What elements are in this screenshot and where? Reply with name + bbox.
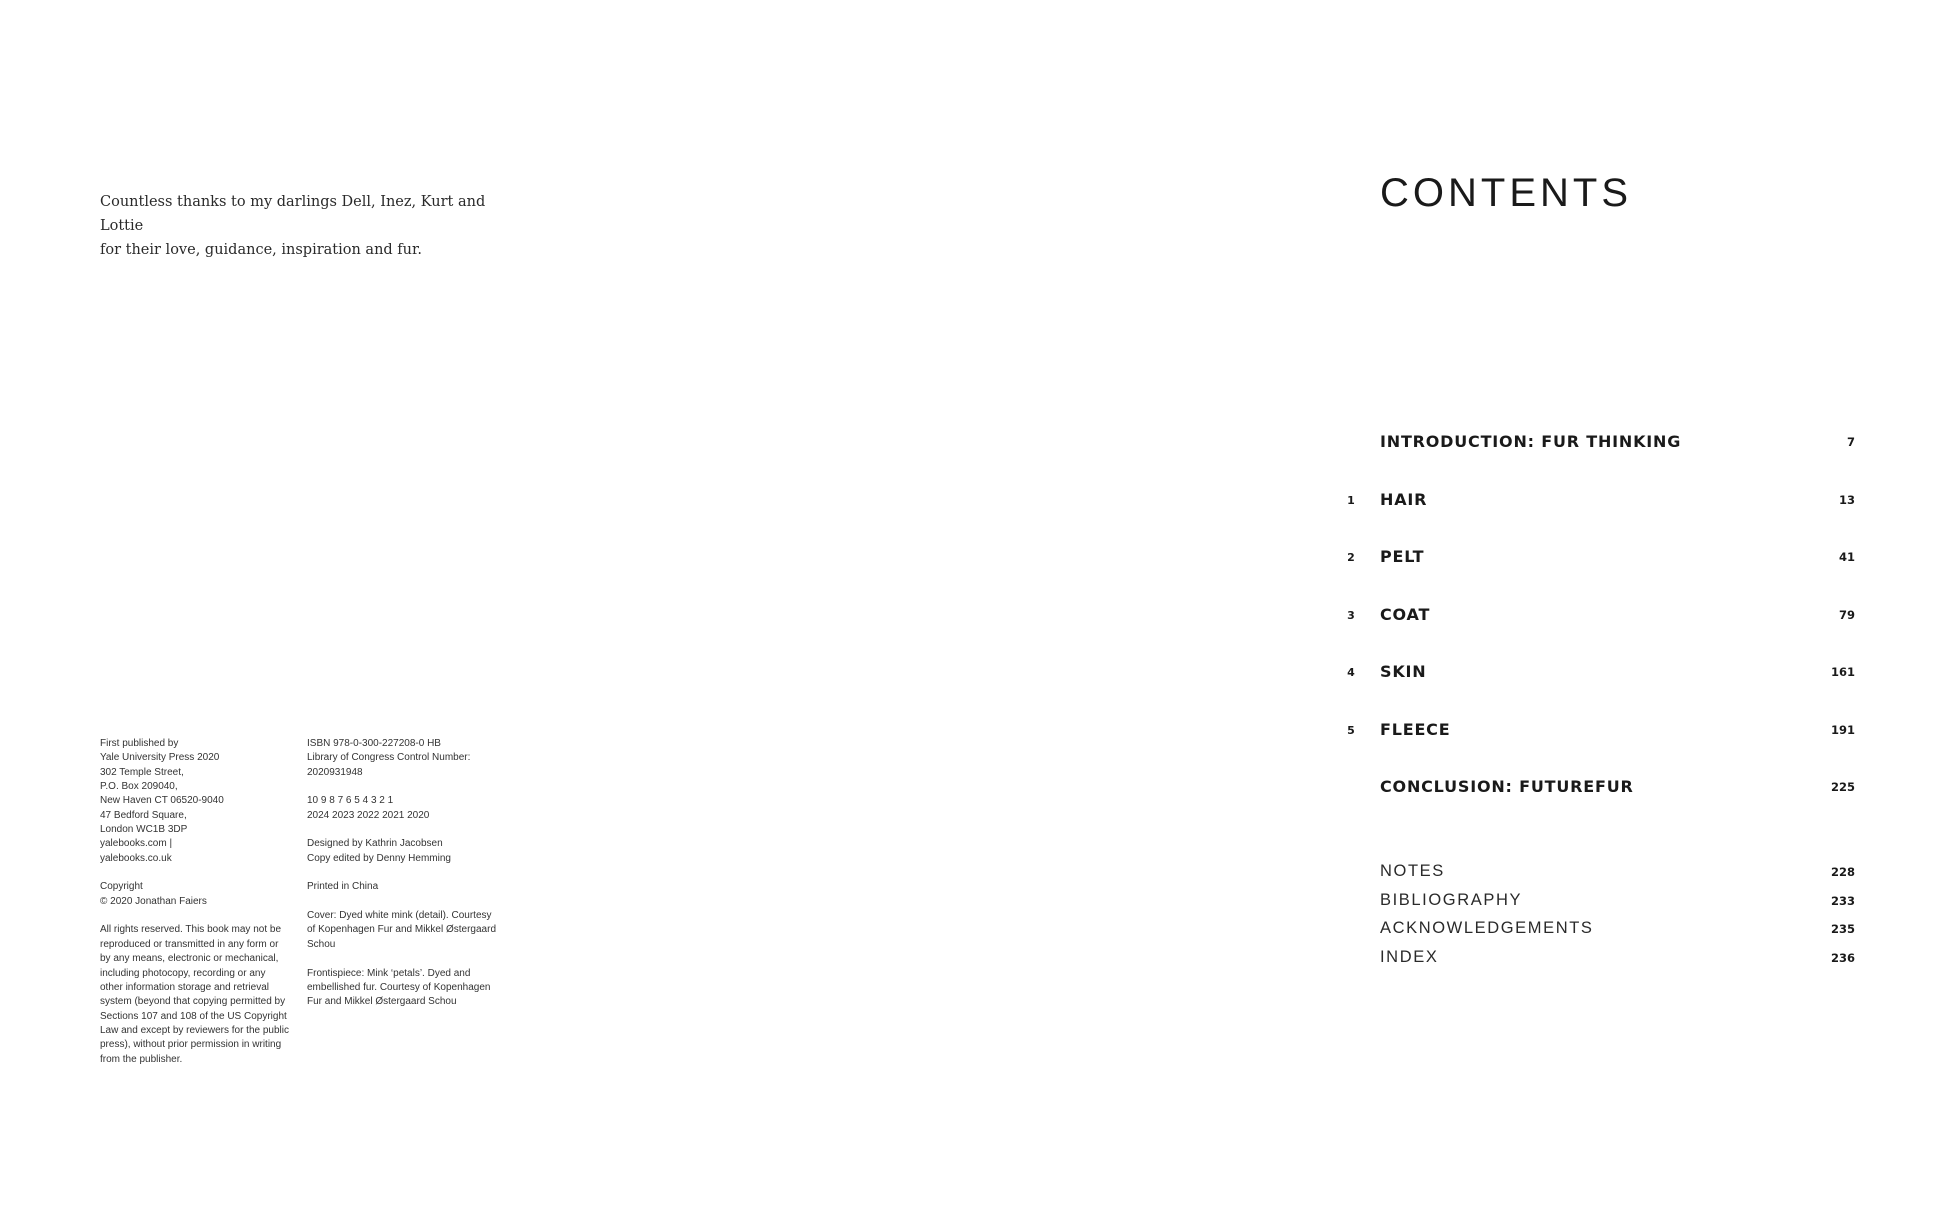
imprint-line: © 2020 Jonathan Faiers xyxy=(100,895,207,907)
backmatter-title: ACKNOWLEDGEMENTS xyxy=(1380,919,1594,938)
imprint-spacer xyxy=(100,909,290,923)
imprint-line: Designed by Kathrin Jacobsen xyxy=(307,838,443,850)
imprint-line: embellished fur. Courtesy of Kopenhagen xyxy=(307,981,491,993)
chapter-title: PELT xyxy=(1380,547,1425,566)
backmatter-title: INDEX xyxy=(1380,948,1439,967)
chapter-title: SKIN xyxy=(1380,662,1427,681)
imprint-line: Library of Congress Control Number: xyxy=(307,752,471,764)
backmatter-page-number: 228 xyxy=(1830,865,1855,879)
imprint-line: Cover: Dyed white mink (detail). Courtesy xyxy=(307,910,492,922)
imprint-line: ISBN 978-0-300-227208-0 HB xyxy=(307,738,441,749)
imprint-line: reproduced or transmitted in any form or xyxy=(100,938,279,950)
imprint-line: other information storage and retrieval xyxy=(100,981,269,993)
imprint-line: All rights reserved. This book may not be xyxy=(100,924,282,936)
backmatter-entry xyxy=(1380,891,1855,920)
imprint-line: Printed in China xyxy=(307,881,379,893)
imprint-line: New Haven CT 06520-9040 xyxy=(100,795,224,807)
imprint-line: 302 Temple Street, xyxy=(100,766,184,778)
imprint-line: yalebooks.com | xyxy=(100,838,173,850)
chapter-title: FLEECE xyxy=(1380,719,1451,739)
chapter-page-number: 225 xyxy=(1830,780,1855,794)
chapter-page-number: 13 xyxy=(1838,492,1855,507)
chapter-title: HAIR xyxy=(1380,489,1428,509)
toc-entry xyxy=(1340,485,1855,543)
dedication xyxy=(100,190,520,262)
imprint-line: press), without prior permission in writing xyxy=(100,1039,282,1051)
table-of-contents xyxy=(1340,427,1855,830)
imprint-line: yalebooks.co.uk xyxy=(100,852,172,864)
imprint-line: 2020931948 xyxy=(307,766,363,778)
chapter-number: 2 xyxy=(1347,551,1355,564)
imprint-spacer xyxy=(307,895,507,909)
chapter-page-number: 79 xyxy=(1838,607,1855,622)
imprint-line: Law and except by reviewers for the public xyxy=(100,1024,289,1036)
imprint-line: Copyright xyxy=(100,881,143,893)
chapter-number: 5 xyxy=(1347,723,1355,737)
imprint-line: London WC1B 3DP xyxy=(100,824,188,836)
chapter-page-number: 161 xyxy=(1830,665,1855,679)
imprint-line: First published by xyxy=(100,738,179,749)
imprint-line: Fur and Mikkel Østergaard Schou xyxy=(307,996,457,1008)
imprint-line: of Kopenhagen Fur and Mikkel Østergaard xyxy=(307,924,496,936)
imprint-line: system (beyond that copying permitted by xyxy=(100,996,286,1008)
imprint-line: from the publisher. xyxy=(100,1053,183,1065)
backmatter-title: BIBLIOGRAPHY xyxy=(1380,890,1523,909)
chapter-number: 4 xyxy=(1347,666,1355,679)
imprint-line: Sections 107 and 108 of the US Copyright xyxy=(100,1010,287,1022)
chapter-page-number: 41 xyxy=(1838,550,1855,564)
backmatter-page-number: 235 xyxy=(1830,922,1855,937)
chapter-page-number: 191 xyxy=(1830,722,1855,737)
chapter-number: 3 xyxy=(1347,608,1355,622)
backmatter-entry xyxy=(1380,862,1855,891)
imprint-line: 2024 2023 2022 2021 2020 xyxy=(307,809,430,821)
imprint-line: Copy edited by Denny Hemming xyxy=(307,852,451,864)
imprint-line: Schou xyxy=(307,938,336,950)
backmatter-entry xyxy=(1380,948,1855,977)
back-matter-list xyxy=(1380,862,1855,977)
chapter-title: COAT xyxy=(1380,604,1431,624)
imprint-column-publisher xyxy=(100,737,290,1067)
toc-entry xyxy=(1340,772,1855,830)
backmatter-page-number: 236 xyxy=(1830,951,1855,966)
toc-entry xyxy=(1340,715,1855,773)
imprint-line: Yale University Press 2020 xyxy=(100,752,220,764)
imprint-column-details xyxy=(307,737,507,1010)
chapter-page-number: 7 xyxy=(1846,435,1855,449)
chapter-title: CONCLUSION: FUTUREFUR xyxy=(1380,777,1634,796)
imprint-line: including photocopy, recording or any xyxy=(100,967,266,979)
chapter-number: 1 xyxy=(1347,493,1355,507)
imprint-spacer xyxy=(307,952,507,966)
toc-entry xyxy=(1340,657,1855,715)
toc-entry xyxy=(1340,542,1855,600)
imprint-spacer xyxy=(307,823,507,837)
imprint-spacer xyxy=(307,866,507,880)
imprint-line: by any means, electronic or mechanical, xyxy=(100,953,279,965)
imprint-line: P.O. Box 209040, xyxy=(100,781,178,793)
toc-entry xyxy=(1340,600,1855,658)
imprint-line: 47 Bedford Square, xyxy=(100,809,187,821)
contents-title: CONTENTS xyxy=(1380,171,1632,215)
imprint-spacer xyxy=(100,866,290,880)
backmatter-entry xyxy=(1380,919,1855,948)
imprint-line: 10 9 8 7 6 5 4 3 2 1 xyxy=(307,795,394,807)
dedication-line: for their love, guidance, inspiration and fur. xyxy=(100,242,422,258)
chapter-title: INTRODUCTION: FUR THINKING xyxy=(1380,432,1682,451)
imprint-spacer xyxy=(307,780,507,794)
backmatter-title: NOTES xyxy=(1380,862,1445,880)
imprint-line: Frontispiece: Mink ‘petals’. Dyed and xyxy=(307,967,471,979)
backmatter-page-number: 233 xyxy=(1830,893,1855,908)
toc-entry xyxy=(1340,427,1855,485)
dedication-line: Countless thanks to my darlings Dell, Inez, Kurt and Lottie xyxy=(100,194,486,234)
